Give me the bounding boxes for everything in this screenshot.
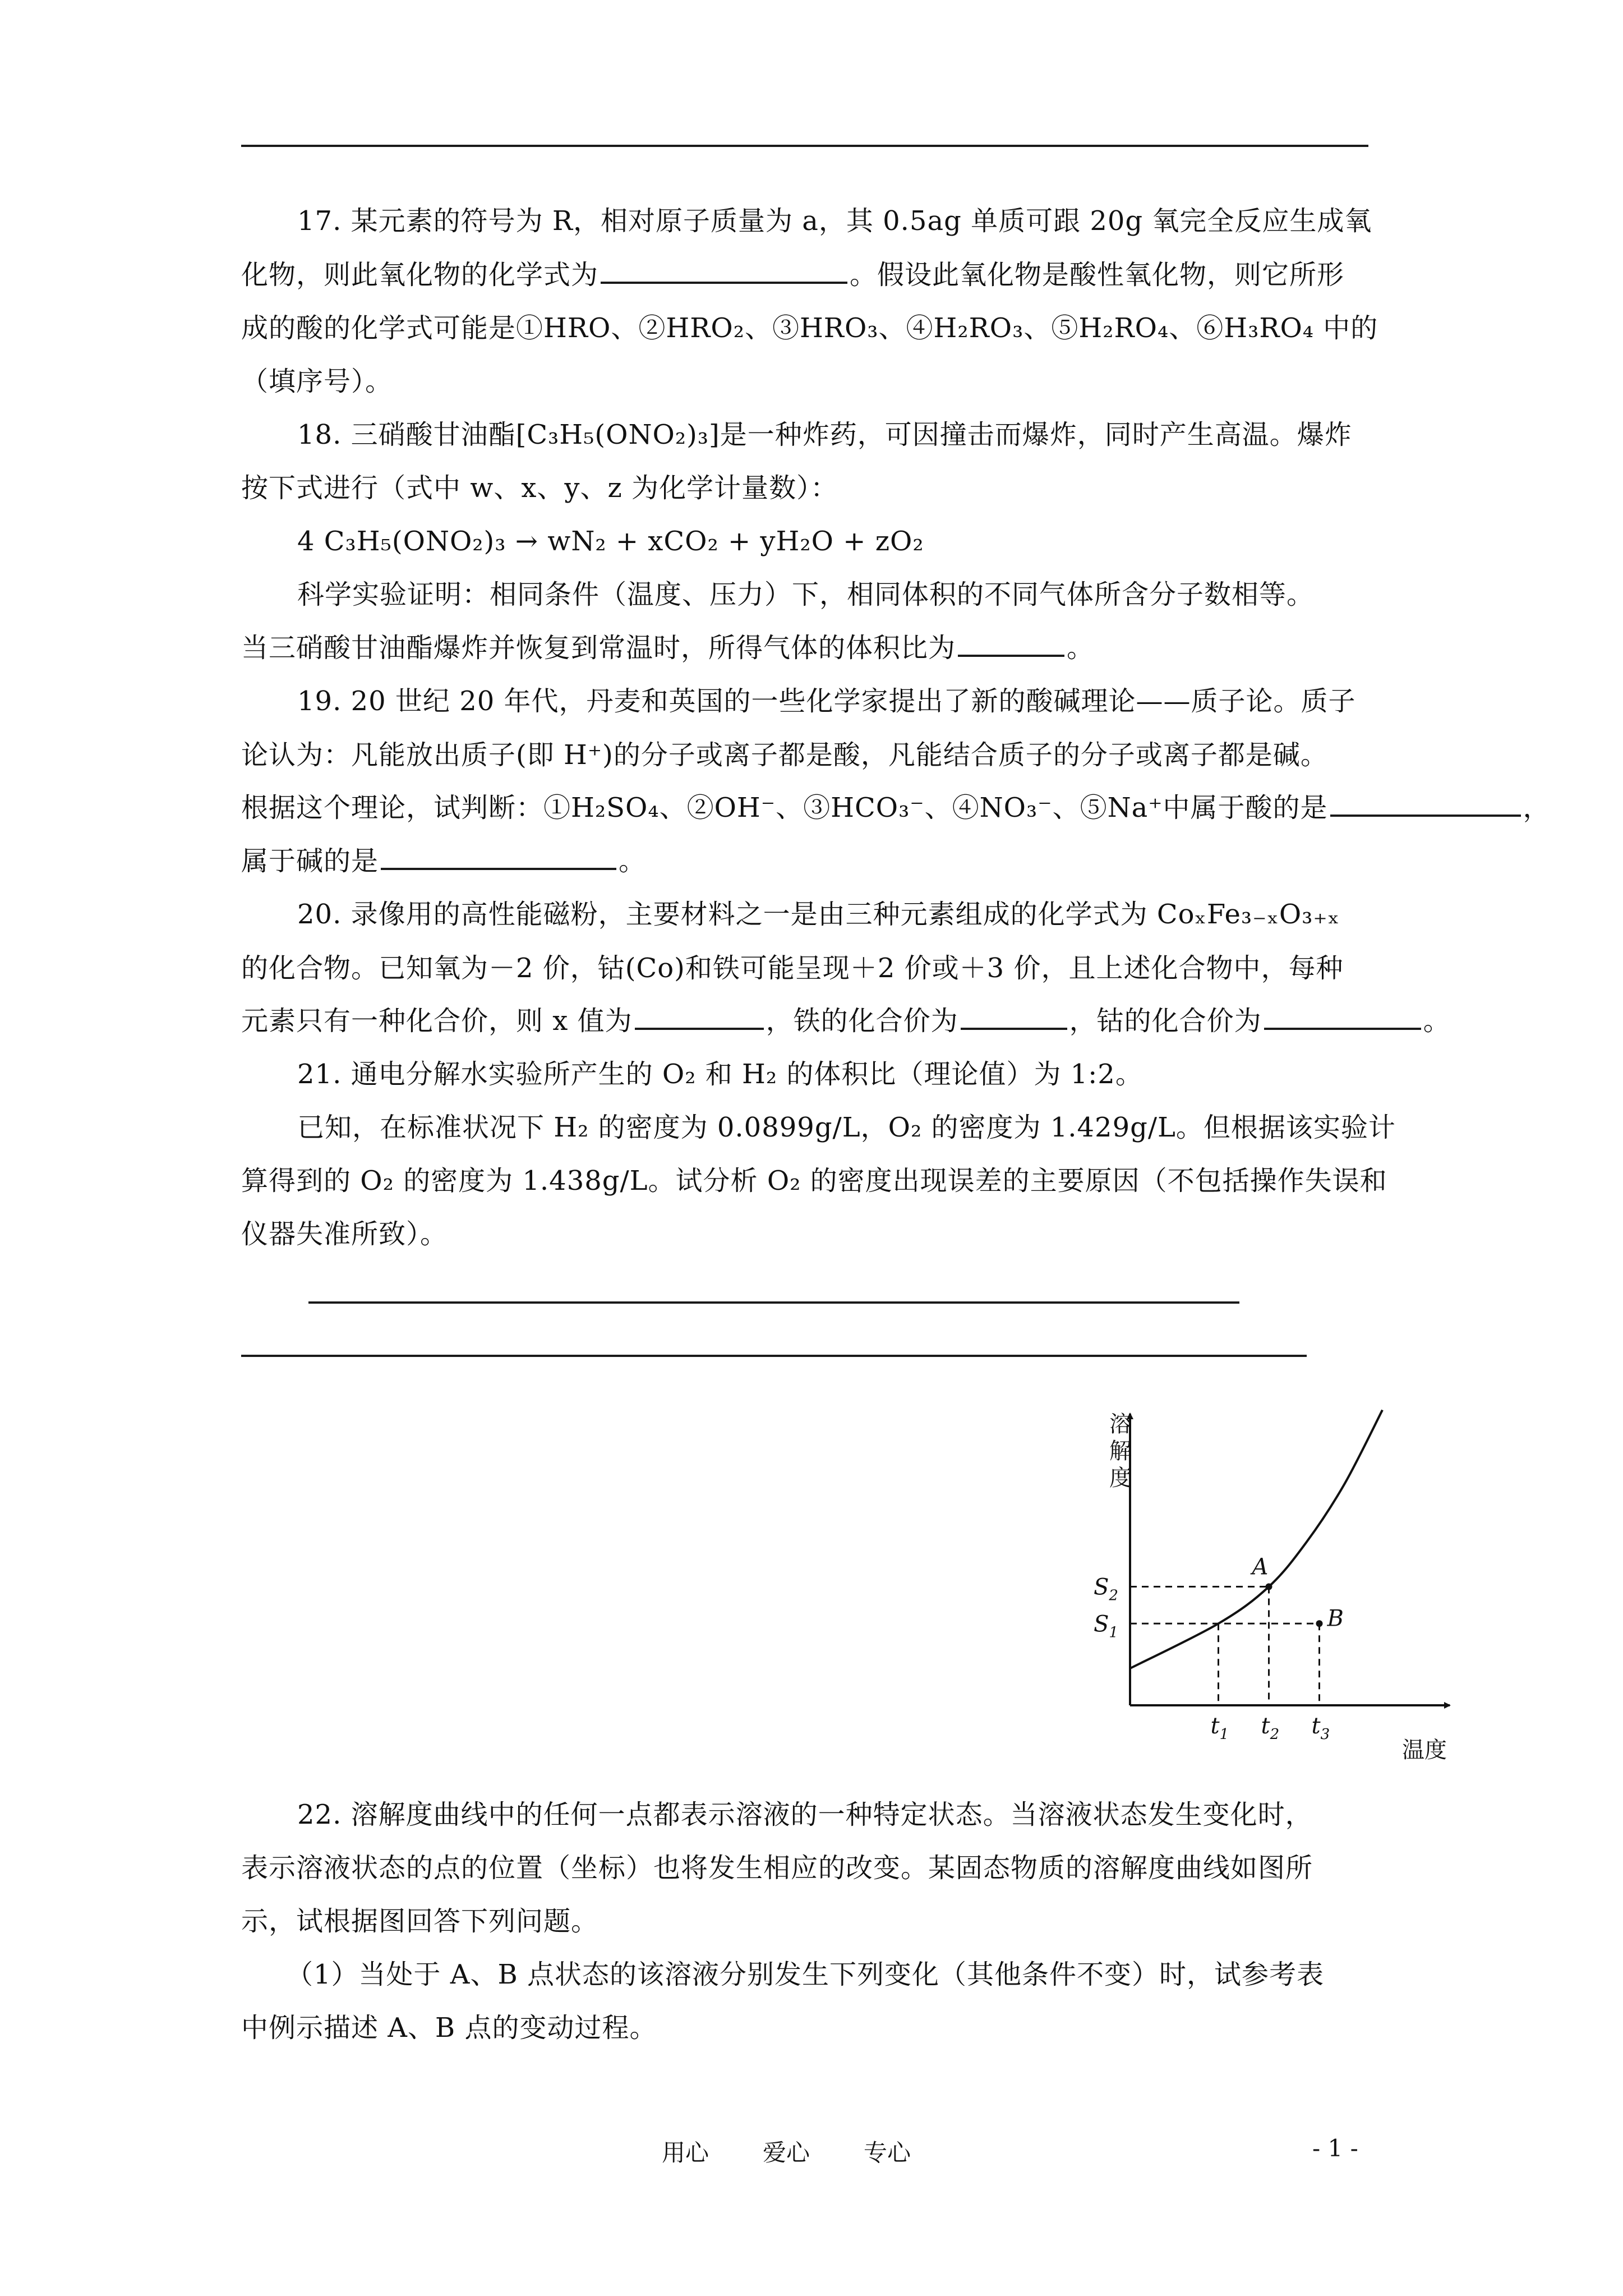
q17-line-2	[241, 258, 1344, 292]
q22-line-3: 示，试根据图回答下列问题。	[241, 1906, 599, 1937]
footer-motto-2: 爱心	[763, 2139, 810, 2166]
point-A	[1266, 1584, 1272, 1590]
x-axis-label: 温度	[1402, 1737, 1447, 1763]
q17-line-1: 17. 某元素的符号为 R，相对原子质量为 a，其 0.5ag 单质可跟 20g 氧完全反应生成氧	[297, 205, 1372, 237]
footer-motto-1: 用心	[662, 2139, 709, 2166]
q21-line-1: 21. 通电分解水实验所产生的 O₂ 和 H₂ 的体积比（理论值）为 1:2。	[297, 1059, 1143, 1090]
q22-line-5: 中例示描述 A、B 点的变动过程。	[241, 2012, 657, 2044]
q18-line-1: 18. 三硝酸甘油酯[C₃H₅(ONO₂)₃]是一种炸药，可因撞击而爆炸，同时产生高温。爆炸	[297, 419, 1352, 450]
q21-answer-line-1	[308, 1301, 1239, 1304]
q20-line-3	[241, 1004, 1451, 1038]
y-axis-label-char: 解	[1109, 1438, 1132, 1464]
q22-line-4: （1）当处于 A、B 点状态的该溶液分别发生下列变化（其他条件不变）时，试参考表	[286, 1959, 1324, 1990]
q17-line-4: （填序号）。	[241, 366, 393, 397]
q22-line-2: 表示溶液状态的点的位置（坐标）也将发生相应的改变。某固态物质的溶解度曲线如图所	[241, 1852, 1313, 1884]
y-tick-label-S1: $S_1$	[1094, 1611, 1118, 1641]
q18-answer-blank	[958, 654, 1064, 657]
x-tick-label-t2: $t_2$	[1261, 1713, 1280, 1743]
q22-line-1: 22. 溶解度曲线中的任何一点都表示溶液的一种特定状态。当溶液状态发生变化时，	[297, 1799, 1313, 1830]
q18-line-5	[241, 631, 1094, 665]
y-axis-label	[1109, 1411, 1132, 1491]
solubility-curve	[1130, 1410, 1382, 1669]
q17-line-3: 成的酸的化学式可能是①HRO、②HRO₂、③HRO₃、④H₂RO₃、⑤H₂RO₄、⑥H₃RO₄ 中的	[241, 312, 1378, 344]
q18-line-5-tail: 。	[1067, 632, 1095, 664]
page-number: - 1 -	[1312, 2134, 1358, 2162]
q19-line-3-text: 根据这个理论，试判断：①H₂SO₄、②OH⁻、③HCO₃⁻、④NO₃⁻、⑤Na⁺中属于酸的是	[241, 792, 1328, 823]
q20-answer-blank-x	[635, 1027, 764, 1030]
y-axis-label-char: 度	[1109, 1465, 1132, 1491]
q17-line-2-text: 化物，则此氧化物的化学式为	[241, 259, 599, 291]
q20-line-3-mid1: ，铁的化合价为	[766, 1005, 958, 1037]
q19-line-4-tail: 。	[619, 845, 647, 877]
point-label-A: A	[1252, 1554, 1269, 1580]
x-tick-label-t1: $t_1$	[1210, 1713, 1229, 1743]
header-rule	[241, 145, 1368, 147]
q19-answer-blank-acid	[1330, 814, 1521, 817]
q18-line-5-text: 当三硝酸甘油酯爆炸并恢复到常温时，所得气体的体积比为	[241, 632, 956, 664]
q19-line-4-text: 属于碱的是	[241, 845, 379, 877]
q20-line-3-text: 元素只有一种化合价，则 x 值为	[241, 1005, 633, 1037]
q17-line-2-tail: 。假设此氧化物是酸性氧化物，则它所形	[850, 259, 1345, 291]
q20-line-3-tail: 。	[1423, 1005, 1451, 1037]
y-tick-label-S2: $S_2$	[1094, 1574, 1118, 1604]
q17-answer-blank-formula	[601, 281, 847, 284]
q19-answer-blank-base	[381, 867, 616, 870]
q20-line-3-mid2: ，钴的化合价为	[1069, 1005, 1262, 1037]
x-tick-label-t3: $t_3$	[1311, 1713, 1330, 1743]
q19-line-3-tail: ，	[1523, 792, 1551, 823]
q20-line-2: 的化合物。已知氧为－2 价，钴(Co)和铁可能呈现＋2 价或＋3 价，且上述化合物中，每种	[241, 953, 1344, 984]
point-B	[1316, 1620, 1323, 1627]
q18-line-2: 按下式进行（式中 w、x、y、z 为化学计量数）：	[241, 472, 838, 504]
point-label-B: B	[1327, 1605, 1344, 1632]
q20-answer-blank-cobalt	[1264, 1027, 1421, 1030]
q19-line-4	[241, 844, 646, 878]
q21-line-2: 已知，在标准状况下 H₂ 的密度为 0.0899g/L，O₂ 的密度为 1.429g/L。但根据该实验计	[297, 1112, 1396, 1143]
q20-answer-blank-iron	[961, 1027, 1067, 1030]
q21-answer-line-2	[241, 1355, 1307, 1357]
q21-line-3: 算得到的 O₂ 的密度为 1.438g/L。试分析 O₂ 的密度出现误差的主要原因（不包括操作失误和	[241, 1165, 1387, 1197]
q19-line-1: 19. 20 世纪 20 年代，丹麦和英国的一些化学家提出了新的酸碱理论——质子论。质子	[297, 685, 1356, 717]
q20-line-1: 20. 录像用的高性能磁粉，主要材料之一是由三种元素组成的化学式为 CoₓFe₃₋ₓO₃₊ₓ	[297, 899, 1340, 930]
q18-equation: 4 C₃H₅(ONO₂)₃ → wN₂ + xCO₂ + yH₂O + zO₂	[297, 526, 924, 557]
q19-line-3	[241, 791, 1551, 825]
q19-line-2: 论认为：凡能放出质子(即 H⁺)的分子或离子都是酸，凡能结合质子的分子或离子都是碱。	[241, 739, 1328, 771]
footer-motto-3: 专心	[864, 2139, 911, 2166]
solubility-curve-figure	[1077, 1397, 1514, 1767]
q18-line-4: 科学实验证明：相同条件（温度、压力）下，相同体积的不同气体所含分子数相等。	[297, 579, 1315, 610]
y-axis-label-char: 溶	[1109, 1411, 1132, 1437]
q21-line-4: 仪器失准所致）。	[241, 1218, 448, 1250]
